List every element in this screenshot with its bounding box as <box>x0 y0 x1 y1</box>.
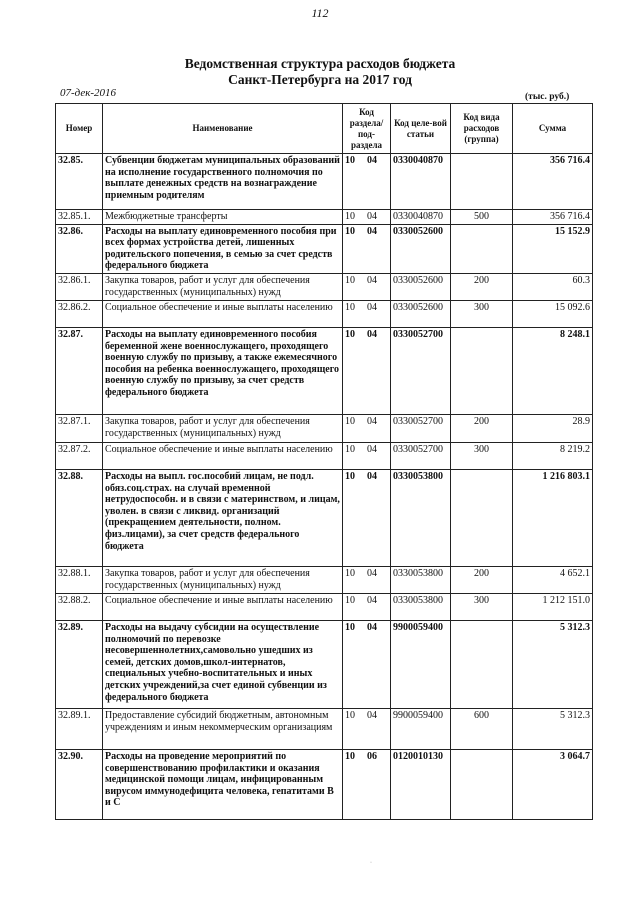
section-code: 10 <box>345 225 355 237</box>
units-label: (тыс. руб.) <box>525 92 570 102</box>
section-code: 10 <box>345 443 355 455</box>
row-expense-type <box>451 469 513 566</box>
table-row <box>56 708 593 749</box>
row-number: 32.88.2. <box>56 593 103 620</box>
table-row <box>56 620 593 708</box>
row-section-code <box>343 300 391 327</box>
row-number: 32.88.1. <box>56 566 103 593</box>
title-line-1: Ведомственная структура расходов бюджета <box>184 56 456 71</box>
row-expense-type: 300 <box>451 593 513 620</box>
subsection-code: 04 <box>367 225 377 237</box>
row-name: Расходы на выплату единовременного пособия беременной жене военнослужащего, проходящего военную службу по призыву, а также ежемесячного пособия на ребенка военнослужащего, проходящего военную службу по призыву, за счет средств федерального бюджета <box>103 327 343 414</box>
row-number: 32.86.2. <box>56 300 103 327</box>
row-name: Межбюджетные трансферты <box>103 210 343 225</box>
row-section-code <box>343 593 391 620</box>
subsection-code: 04 <box>367 443 377 455</box>
row-target-code: 9900059400 <box>391 620 451 708</box>
section-code: 10 <box>345 709 355 721</box>
row-sum: 4 652.1 <box>513 566 593 593</box>
section-code: 10 <box>345 594 355 606</box>
section-code: 10 <box>345 415 355 427</box>
row-number: 32.86. <box>56 224 103 273</box>
header-number: Номер <box>56 104 103 154</box>
row-expense-type: 500 <box>451 210 513 225</box>
row-target-code: 0330052700 <box>391 327 451 414</box>
title-line-2: Санкт-Петербурга на 2017 год <box>228 72 412 87</box>
row-number: 32.88. <box>56 469 103 566</box>
row-name: Субвенции бюджетам муниципальных образований на исполнение государственного полномочия по выплате денежных средств на вознаграждение приемным родителям <box>103 154 343 210</box>
row-section-code <box>343 414 391 442</box>
row-expense-type <box>451 749 513 819</box>
subsection-code: 04 <box>367 709 377 721</box>
row-sum: 356 716.4 <box>513 210 593 225</box>
scan-mark: · <box>370 860 372 866</box>
table-row <box>56 273 593 300</box>
subsection-code: 04 <box>367 211 377 222</box>
row-target-code: 0330052600 <box>391 300 451 327</box>
row-section-code <box>343 273 391 300</box>
row-expense-type: 200 <box>451 414 513 442</box>
table-body <box>56 154 593 820</box>
subsection-code: 04 <box>367 328 377 340</box>
table-row <box>56 749 593 819</box>
row-expense-type <box>451 327 513 414</box>
row-name: Расходы на выплату единовременного пособия при всех формах устройства детей, лишенных родительского попечения, в семью за счет средств федерального бюджета <box>103 224 343 273</box>
header-name: Наименование <box>103 104 343 154</box>
row-section-code <box>343 566 391 593</box>
table-row <box>56 154 593 210</box>
row-name: Социальное обеспечение и иные выплаты населению <box>103 442 343 469</box>
row-number: 32.87.2. <box>56 442 103 469</box>
row-name: Расходы на выпл. гос.пособий лицам, не подл. обяз.соц.страх. на случай временной нетрудоспособн. и в связи с материнством, и лицам, уволен. в связи с ликвид. организаций (прекращением деятельности, полном. физ.лицами), за счет средств федерального бюджета <box>103 469 343 566</box>
row-target-code: 0330052700 <box>391 414 451 442</box>
row-name: Расходы на проведение мероприятий по совершенствованию профилактики и оказания медицинской помощи лицам, инфицированным вирусом иммунодефицита человека, гепатитами В и С <box>103 749 343 819</box>
header-target-code: Код целе-вой статьи <box>391 104 451 154</box>
table-row <box>56 300 593 327</box>
row-name: Социальное обеспечение и иные выплаты населению <box>103 593 343 620</box>
row-name: Предоставление субсидий бюджетным, автономным учреждениям и иным некоммерческим организациям <box>103 708 343 749</box>
page-title <box>0 56 640 88</box>
row-section-code <box>343 224 391 273</box>
row-sum: 3 064.7 <box>513 749 593 819</box>
row-section-code <box>343 749 391 819</box>
table-row <box>56 566 593 593</box>
subsection-code: 04 <box>367 301 377 313</box>
row-sum: 8 219.2 <box>513 442 593 469</box>
row-section-code <box>343 327 391 414</box>
row-expense-type: 300 <box>451 442 513 469</box>
section-code: 10 <box>345 328 355 340</box>
subsection-code: 04 <box>367 155 377 166</box>
section-code: 10 <box>345 470 355 482</box>
row-name: Закупка товаров, работ и услуг для обеспечения государственных (муниципальных) нужд <box>103 414 343 442</box>
table-row <box>56 593 593 620</box>
row-sum: 28.9 <box>513 414 593 442</box>
table-row <box>56 469 593 566</box>
subsection-code: 04 <box>367 567 377 579</box>
budget-table <box>55 103 593 820</box>
row-target-code: 0330040870 <box>391 210 451 225</box>
row-section-code <box>343 620 391 708</box>
row-number: 32.87.1. <box>56 414 103 442</box>
row-sum: 1 216 803.1 <box>513 469 593 566</box>
row-section-code <box>343 210 391 225</box>
table-row <box>56 327 593 414</box>
row-target-code: 0120010130 <box>391 749 451 819</box>
header-sum: Сумма <box>513 104 593 154</box>
row-expense-type: 300 <box>451 300 513 327</box>
subsection-code: 04 <box>367 470 377 482</box>
row-expense-type: 600 <box>451 708 513 749</box>
section-code: 10 <box>345 567 355 579</box>
row-expense-type <box>451 620 513 708</box>
row-number: 32.85. <box>56 154 103 210</box>
row-target-code: 0330053800 <box>391 593 451 620</box>
row-sum: 60.3 <box>513 273 593 300</box>
row-sum: 356 716.4 <box>513 154 593 210</box>
section-code: 10 <box>345 750 355 762</box>
subsection-code: 06 <box>367 750 377 762</box>
table-row <box>56 414 593 442</box>
subsection-code: 04 <box>367 415 377 427</box>
row-number: 32.86.1. <box>56 273 103 300</box>
header-section-code: Код раздела/ под-раздела <box>343 104 391 154</box>
table-row <box>56 442 593 469</box>
row-sum: 15 152.9 <box>513 224 593 273</box>
row-sum: 8 248.1 <box>513 327 593 414</box>
section-code: 10 <box>345 211 355 222</box>
row-sum: 1 212 151.0 <box>513 593 593 620</box>
subsection-code: 04 <box>367 274 377 286</box>
row-number: 32.89.1. <box>56 708 103 749</box>
table-header-row <box>56 104 593 154</box>
row-expense-type: 200 <box>451 273 513 300</box>
row-sum: 15 092.6 <box>513 300 593 327</box>
subsection-code: 04 <box>367 621 377 633</box>
row-sum: 5 312.3 <box>513 620 593 708</box>
row-name: Социальное обеспечение и иные выплаты населению <box>103 300 343 327</box>
row-expense-type: 200 <box>451 566 513 593</box>
row-name: Расходы на выдачу субсидии на осуществление полномочий по перевозке несовершеннолетних,самовольно ушедших из семей, детских домов,школ-интернатов, специальных учебно-воспитательных и иных детских учреждений,за счет единой субвенции из федерального бюджета <box>103 620 343 708</box>
row-number: 32.87. <box>56 327 103 414</box>
row-expense-type <box>451 154 513 210</box>
row-name: Закупка товаров, работ и услуг для обеспечения государственных (муниципальных) нужд <box>103 273 343 300</box>
row-expense-type <box>451 224 513 273</box>
row-target-code: 0330052600 <box>391 273 451 300</box>
row-target-code: 0330053800 <box>391 469 451 566</box>
row-target-code: 0330040870 <box>391 154 451 210</box>
page-number: 112 <box>311 6 329 20</box>
table-row <box>56 224 593 273</box>
row-number: 32.90. <box>56 749 103 819</box>
row-target-code: 0330052600 <box>391 224 451 273</box>
table-row <box>56 210 593 225</box>
row-section-code <box>343 469 391 566</box>
row-section-code <box>343 442 391 469</box>
row-section-code <box>343 154 391 210</box>
row-target-code: 0330052700 <box>391 442 451 469</box>
subsection-code: 04 <box>367 594 377 606</box>
section-code: 10 <box>345 155 355 166</box>
row-target-code: 9900059400 <box>391 708 451 749</box>
header-expense-type: Код вида расходов (группа) <box>451 104 513 154</box>
row-number: 32.89. <box>56 620 103 708</box>
row-target-code: 0330053800 <box>391 566 451 593</box>
row-section-code <box>343 708 391 749</box>
row-number: 32.85.1. <box>56 210 103 225</box>
section-code: 10 <box>345 621 355 633</box>
section-code: 10 <box>345 274 355 286</box>
row-sum: 5 312.3 <box>513 708 593 749</box>
document-date: 07-дек-2016 <box>60 87 117 99</box>
row-name: Закупка товаров, работ и услуг для обеспечения государственных (муниципальных) нужд <box>103 566 343 593</box>
section-code: 10 <box>345 301 355 313</box>
